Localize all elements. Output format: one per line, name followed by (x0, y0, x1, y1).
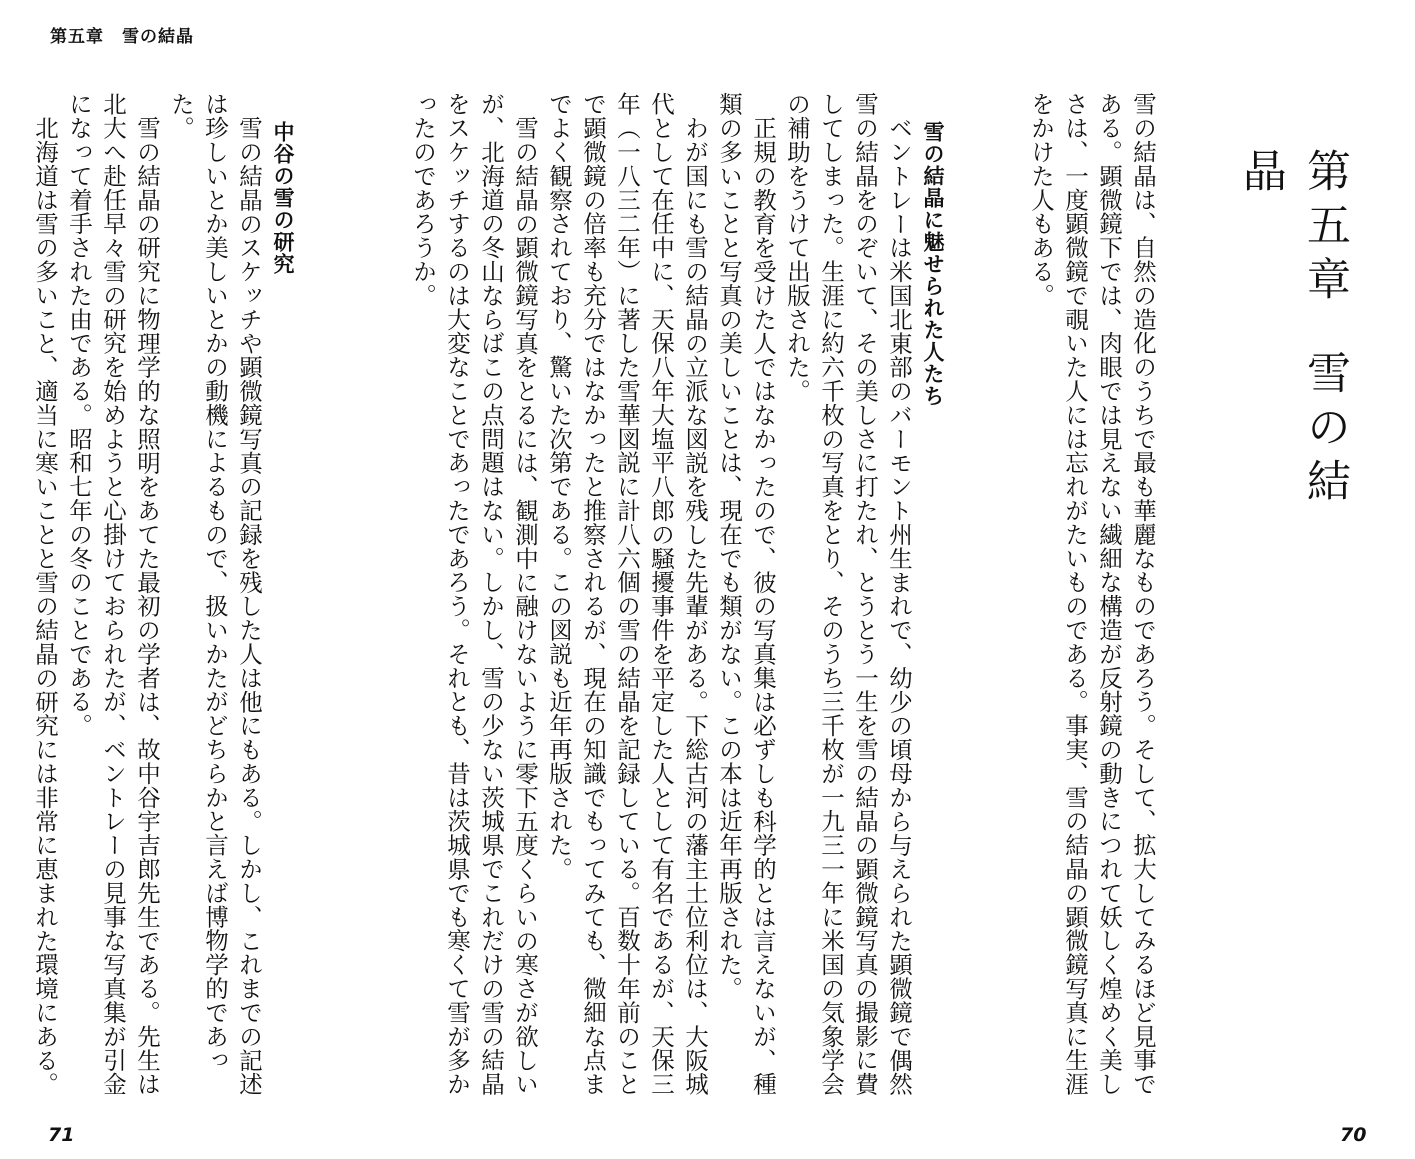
section2-paragraph-1: 雪の結晶のスケッチや顕微鏡写真の記録を残した人は他にもある。しかし、これまでの記述は珍しいとか美しいとかの動機によるもので、扱いかたがどちらかと言えば博物学的であった。 (167, 92, 263, 1096)
section2-column (30, 92, 300, 1102)
chapter-name: 雪の結晶 (1235, 148, 1350, 512)
chapter-title (1228, 148, 1356, 528)
section1-heading: 雪の結晶に魅せられた人たち (921, 121, 945, 408)
page-number-right: 70 (1340, 1124, 1367, 1146)
chapter-number: 第五章 (1299, 148, 1350, 310)
section2-paragraph-3: 北海道は雪の多いこと、適当に寒いことと雪の結晶の研究には非常に恵まれた環境にある。 (31, 115, 59, 1096)
section1-paragraph-3: わが国にも雪の結晶の立派な図説を残した先輩がある。下総古河の藩主土位利位は、大阪城代として在任中に、天保八年大塩平八郎の騒擾事件を平定した人として有名であるが、天保三年（一八三二年）に著した雪華図説に計八六個の雪の結晶を記録している。百数十年前のことで顕微鏡の倍率も充分ではなかったと推察されるが、現在の知識でもってみても、微細な点までよく観察されており、驚いた次第である。この図説も近年再版された。 (545, 92, 709, 1096)
page-number-left: 71 (48, 1124, 75, 1146)
intro-column (980, 92, 1160, 1102)
section2-paragraph-2: 雪の結晶の研究に物理学的な照明をあてた最初の学者は、故中谷宇吉郎先生である。先生は北大へ赴任早々雪の研究を始めようと心掛けておられたが、ベントレーの見事な写真集が引金になって着手された由である。昭和七年の冬のことである。 (65, 92, 161, 1096)
section1-paragraph-4: 雪の結晶の顕微鏡写真をとるには、観測中に融けないように零下五度くらいの寒さが欲しいが、北海道の冬山ならばこの点問題はない。しかし、雪の少ない茨城県でこれだけの雪の結晶をスケッチするのは大変なことであったであろう。それとも、昔は茨城県でも寒くて雪が多かったのであろうか。 (409, 92, 539, 1096)
intro-paragraph: 雪の結晶は、自然の造化のうちで最も華麗なものであろう。そして、拡大してみるほど見事である。顕微鏡下では、肉眼では見えない繊細な構造が反射鏡の動きにつれて妖しく煌めく美しさは、一度顕微鏡で覗いた人には忘れがたいものである。事実、雪の結晶の顕微鏡写真に生涯をかけた人もある。 (1027, 92, 1157, 1096)
section1-column (305, 92, 950, 1102)
section1-paragraph-1: ベントレーは米国北東部のバーモント州生まれで、幼少の頃母から与えられた顕微鏡で偶然雪の結晶をのぞいて、その美しさに打たれ、とうとう一生を雪の結晶の顕微鏡写真の撮影に費してしまった。生涯に約六千枚の写真をとり、そのうち三千枚が一九三一年に米国の気象学会の補助をうけて出版された。 (783, 92, 913, 1096)
running-head: 第五章 雪の結晶 (50, 27, 194, 47)
section1-paragraph-2: 正規の教育を受けた人ではなかったので、彼の写真集は必ずしも科学的とは言えないが、種類の多いことと写真の美しいことは、現在でも類がない。この本は近年再版された。 (715, 92, 777, 1096)
section2-heading: 中谷の雪の研究 (271, 121, 295, 276)
